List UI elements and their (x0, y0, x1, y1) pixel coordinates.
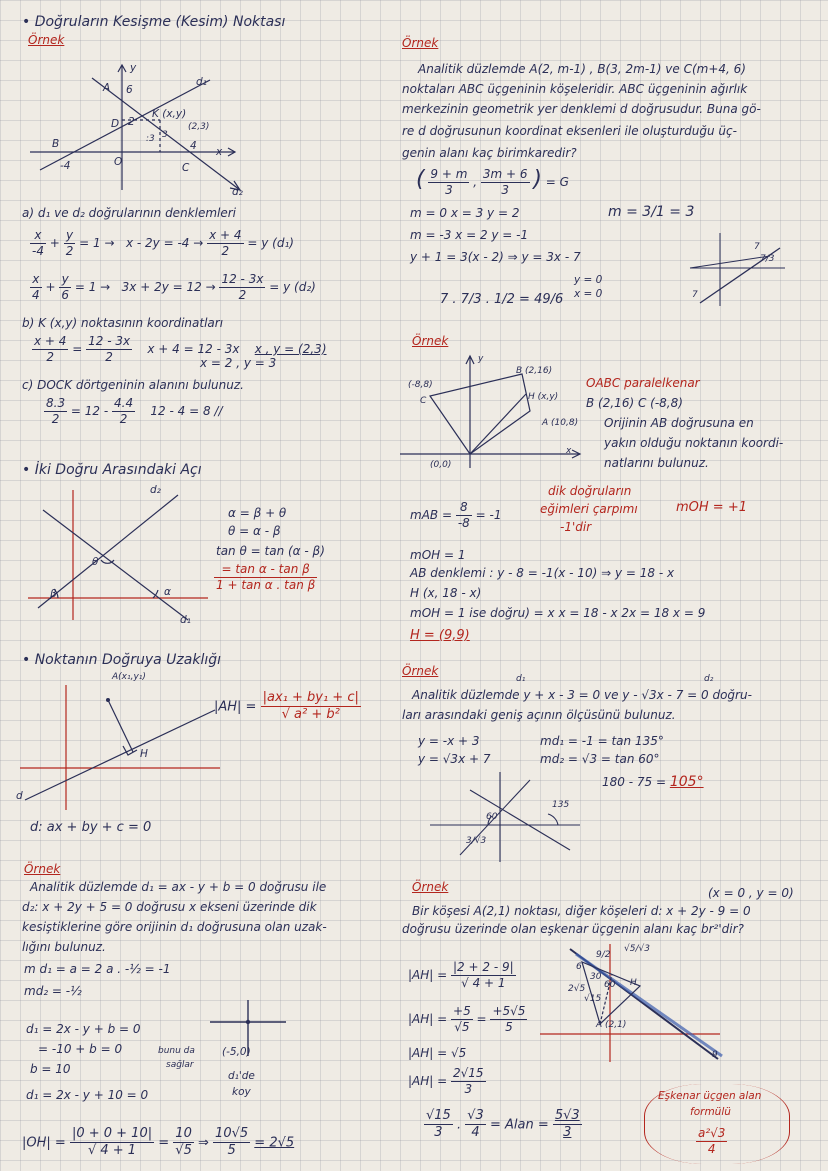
section-title-intersection: • Doğruların Kesişme (Kesim) Noktası (22, 14, 286, 30)
ex2-line1: mOH = 1 (410, 548, 466, 562)
ex3-m3 (602, 774, 704, 792)
frac-den: 4 (32, 288, 40, 302)
frac-num: √3 (465, 1108, 486, 1125)
tri-fig-s1: 9/2 (596, 950, 611, 960)
ex1-row1: m = 0 x = 3 y = 2 (410, 206, 520, 220)
ex2-line3: H (x, 18 - x) (410, 586, 482, 600)
frac-num: |0 + 0 + 10| (70, 1126, 154, 1143)
frac-num: y (59, 272, 71, 288)
frac-den: √ 4 + 1 (87, 1143, 137, 1159)
frac-num: x + 4 (209, 228, 242, 242)
part-a-line1 (30, 228, 294, 259)
ex4r-res3: |AH| = √5 (408, 1046, 467, 1060)
final-result: = 2√5 (254, 1135, 295, 1151)
equals: = 1 → (74, 280, 111, 294)
tri-fig-s5: √15 (584, 994, 602, 1004)
frac-num: 10√5 (213, 1126, 250, 1143)
angle-graph (28, 490, 218, 630)
ex1-row3: y + 1 = 3(x - 2) ⇒ y = 3x - 7 (410, 250, 581, 264)
fig1-label-point: (2,3) (188, 122, 210, 132)
ex1-line4: re d doğrusunun koordinat eksenleri ile oluşturduğu üç- (402, 124, 737, 138)
fig1-label-C: C (182, 162, 190, 174)
frac-den: 3 (563, 1125, 572, 1141)
tail: = y (d₁) (247, 236, 294, 250)
slope-frac: 3/1 (642, 204, 665, 220)
frac-den: 2 (221, 244, 230, 258)
angle-eq3: tan θ = tan (α - β) (216, 544, 325, 558)
middle: x - 2y = -4 → (125, 236, 204, 250)
formula-area (696, 1126, 727, 1157)
ex1-centroid: ( $\frac{9 + m}{3}$ , $\frac{3m + 6}{3}$ ) = G (416, 167, 569, 197)
tri-fig-A: A (2,1) (596, 1020, 627, 1030)
pg-fig-x: x (566, 446, 572, 456)
ex2-text2: B (2,16) C (-8,8) (586, 396, 683, 410)
ex1-line2: noktaları ABC üçgeninin köşeleridir. ABC üçgeninin ağırlık (402, 82, 748, 96)
distance-fig-A: A(x₁,y₁) (112, 672, 146, 682)
frac-den: 2 (51, 412, 60, 426)
ex1-system2: x = 0 (574, 288, 603, 300)
frac-num: 12 - 3x (88, 334, 131, 348)
ex1-line1: Analitik düzlemde A(2, m-1) , B(3, 2m-1) ve C(m+4, 6) (418, 62, 746, 76)
slope-label: m = (608, 204, 638, 220)
frac-num: +5 (453, 1004, 471, 1018)
middle: 3x + 2y = 12 → (121, 280, 216, 294)
part-b-title: b) K (x,y) noktasının koordinatları (22, 316, 224, 330)
ex3-d1-label: d₁ (516, 674, 526, 684)
ex1-slope (608, 204, 694, 222)
distance-fig-d: d (16, 790, 23, 802)
ex4r-condition: (x = 0 , y = 0) (708, 886, 794, 900)
result: 8 // (202, 404, 223, 418)
ah-label: |AH| = (408, 1012, 448, 1026)
plus: + (45, 280, 56, 294)
frac-num: 12 - 3x (221, 272, 264, 286)
ex4-line4: lığını bulunuz. (22, 940, 106, 954)
part-b-line2: x = 2 , y = 3 (200, 356, 277, 370)
ex4-result (22, 1126, 294, 1160)
ex3-line1: Analitik düzlemde y + x - 3 = 0 ve y - √3x - 7 = 0 doğru- (412, 688, 752, 702)
ah-label: |AH| = (408, 1074, 448, 1088)
ex4-line5: m d₁ = a = 2 a . -½ = -1 (24, 962, 171, 976)
frac-den: -8 (457, 516, 470, 530)
distance-formula (214, 690, 361, 724)
ex4r-res4 (408, 1066, 486, 1097)
frac-den: 2 (238, 288, 247, 302)
ex4r-triangle-graph (540, 944, 730, 1064)
frac-num: 9 + m (430, 167, 468, 181)
fig1-label-x: x (216, 146, 223, 158)
fig1-label-A: A (103, 82, 111, 94)
ex4r-line2: doğrusu üzerinde olan eşkenar üçgenin alanı kaç br²'dir? (402, 922, 744, 936)
ex1-small-graph (690, 228, 790, 308)
ex4r-final: $\frac{√15}{3}$ . $\frac{√3}{4}$ = Alan = $\frac{5√3}{3}$ (426, 1108, 580, 1141)
mab-label: mAB = (410, 508, 452, 522)
ex2-text4: yakın olduğu noktanın koordi- (604, 436, 784, 450)
angle-fig-alpha: α (164, 586, 171, 598)
frac-num: x (30, 228, 46, 244)
angle-fig-beta: β (50, 588, 57, 600)
fig1-label-minus4: -4 (60, 160, 71, 172)
frac-den: 3 (434, 1125, 443, 1141)
ex3-m1: md₁ = -1 = tan 135° (540, 734, 664, 748)
equals: = (476, 1012, 487, 1026)
ex4-line9: b = 10 (30, 1062, 71, 1076)
frac-den: 3 (464, 1082, 473, 1096)
example-label: Örnek (412, 334, 449, 348)
part-c-title: c) DOCK dörtgeninin alanını bulunuz. (22, 378, 244, 392)
ex3-answer: 105° (669, 774, 704, 790)
frac-den: 4 (471, 1125, 480, 1141)
ex2-text3: Orijinin AB doğrusuna en (604, 416, 754, 430)
tri-fig-9: 9 (712, 1050, 718, 1060)
ex2-bracket2: eğimleri çarpımı (540, 502, 638, 516)
frac-num: 3m + 6 (482, 167, 528, 181)
ex4r-res1 (408, 960, 516, 991)
ex4-line1: Analitik düzlemde d₁ = ax - y + b = 0 doğrusu ile (30, 880, 327, 894)
frac-num: 8.3 (46, 396, 66, 410)
fig1-label-d1: d₁ (196, 76, 207, 88)
frac-num: 10 (173, 1126, 194, 1143)
ex1-graph-7b: 7 (692, 290, 698, 300)
ex3-angle135: 135 (552, 800, 570, 810)
ex4-point-note: d₁'de (228, 1070, 255, 1082)
ex3-graph (430, 770, 590, 865)
ex2-moh: mOH = +1 (676, 500, 747, 515)
middle: x + 4 = 12 - 3x (147, 342, 240, 356)
mab-result: = -1 (475, 508, 502, 522)
tri-fig-s3: 6 (576, 962, 582, 972)
ex2-slope-ab (410, 500, 501, 531)
distance-fig-H: H (140, 748, 148, 760)
tri-fig-s2: √5/√3 (624, 944, 650, 954)
equals: = 1 → (79, 236, 115, 250)
fig1-label-two: 2 (128, 116, 135, 128)
tri-fig-s4: 2√5 (568, 984, 586, 994)
frac-den: 2 (119, 412, 128, 426)
equals: = (72, 342, 83, 356)
frac-num: x (30, 272, 42, 288)
ex4-note2: sağlar (166, 1060, 194, 1070)
angle-fig-theta: θ (92, 556, 99, 568)
example-label: Örnek (28, 33, 65, 47)
frac-den: 5 (505, 1020, 513, 1034)
ex2-line5: H = (9,9) (410, 628, 470, 643)
ex1-graph-73: 7/3 (760, 254, 775, 264)
ex1-system1: y = 0 (574, 274, 603, 286)
frac-num: = tan α - tan β (214, 562, 317, 578)
frac-num: 5√3 (553, 1108, 582, 1125)
slope-result: = 3 (669, 204, 695, 220)
ex4-note1: bunu da (158, 1046, 195, 1056)
formula-subtitle: formülü (690, 1106, 731, 1118)
angle-eq2: θ = α - β (228, 524, 281, 538)
pg-fig-A: A (10,8) (542, 418, 579, 428)
pg-fig-C: C (420, 396, 427, 406)
fig1-label-d2: d₂ (232, 186, 243, 198)
middle: 12 - 4 = (150, 404, 200, 418)
frac-den: -4 (32, 244, 44, 258)
fig1-label-O: O (114, 156, 123, 168)
angle-eq1: α = β + θ (228, 506, 287, 520)
example-label: Örnek (402, 36, 439, 50)
plus: + (49, 236, 60, 250)
frac-den: 6 (61, 288, 69, 302)
frac-num: x + 4 (34, 334, 67, 348)
example-label: Örnek (24, 862, 61, 876)
part-b-line1 (32, 334, 327, 365)
equals: = 12 - (70, 404, 109, 418)
ex3-row2: y = √3x + 7 (418, 752, 491, 766)
ex4-line6: md₂ = -½ (24, 984, 82, 998)
frac-den: √ a² + b² (281, 707, 340, 723)
part-c-line1 (44, 396, 223, 427)
frac-den: 2 (46, 350, 55, 364)
frac-den: 3 (445, 183, 453, 197)
g-label: = G (545, 175, 569, 189)
tri-fig-H: H (630, 978, 637, 988)
ex4-line10: d₁ = 2x - y + 10 = 0 (26, 1088, 149, 1102)
ex1-line3: merkezinin geometrik yer denklemi d doğrusudur. Buna gö- (402, 102, 761, 116)
ex3-row1: y = -x + 3 (418, 734, 480, 748)
equals: = (158, 1135, 170, 1151)
ex3-m2: md₂ = √3 = tan 60° (540, 752, 660, 766)
pg-fig-O: (0,0) (430, 460, 452, 470)
ex1-line5: genin alanı kaç birimkaredir? (402, 146, 577, 160)
arrow: ⇒ (198, 1135, 209, 1151)
example-label: Örnek (402, 664, 439, 678)
ex4-point: (-5,0) (222, 1046, 251, 1058)
ah-label: |AH| = (408, 968, 448, 982)
ex3-angle60: 60 (486, 812, 498, 822)
ex1-area: 7 . 7/3 . 1/2 = 49/6 (440, 292, 564, 307)
line-equation: d: ax + by + c = 0 (30, 820, 152, 835)
pg-fig-y: y (478, 354, 484, 364)
ex1-graph-7: 7 (754, 242, 760, 252)
ex2-text1: OABC paralelkenar (586, 376, 700, 390)
frac-den: 2 (65, 244, 74, 258)
ex4-point-note2: koy (232, 1086, 251, 1098)
part-a-title: a) d₁ ve d₂ doğrularının denklemleri (22, 206, 237, 220)
pg-fig-Cpt: (-8,8) (408, 380, 433, 390)
area-label: = Alan = (489, 1117, 549, 1133)
frac-num: a²√3 (698, 1126, 726, 1140)
angle-fig-d1: d₁ (180, 614, 191, 626)
pg-fig-H: H (x,y) (528, 392, 559, 402)
ex4-line8: = -10 + b = 0 (38, 1042, 123, 1056)
ex3-frac: 3/√3 (466, 836, 487, 846)
frac-num: y (64, 228, 76, 244)
distance-graph (20, 680, 230, 815)
ex4r-res2 (408, 1004, 527, 1035)
fig1-label-three2: 3 (162, 130, 168, 140)
frac-den: 2 (105, 350, 113, 364)
section-title-distance: • Noktanın Doğruya Uzaklığı (22, 652, 222, 668)
ex4-line3: kesiştiklerine göre orijinin d₁ doğrusuna olan uzak- (22, 920, 327, 934)
fig1-label-y: y (130, 62, 137, 74)
frac-num: |2 + 2 - 9| (453, 960, 514, 974)
ex3-d2-label: d₂ (704, 674, 714, 684)
ex2-line2: AB denklemi : y - 8 = -1(x - 10) ⇒ y = 18 - x (410, 566, 675, 580)
frac-den: 1 + tan α . tan β (216, 578, 316, 592)
ex4r-line1: Bir köşesi A(2,1) noktası, diğer köşeleri d: x + 2y - 9 = 0 (412, 904, 751, 918)
frac-num: √15 (424, 1108, 453, 1125)
fig1-label-six: 6 (126, 84, 133, 96)
ex4-line7: d₁ = 2x - y + b = 0 (26, 1022, 141, 1036)
parallelogram-graph (400, 356, 590, 471)
angle-fig-d2: d₂ (150, 484, 161, 496)
frac-den: 4 (707, 1142, 716, 1156)
formula-label: |AH| = (214, 699, 257, 715)
tri-fig-30: 30 (590, 972, 602, 982)
angle-eq4 (214, 562, 317, 593)
ex2-bracket1: dik doğruların (548, 484, 632, 498)
tail: = y (d₂) (269, 280, 316, 294)
pg-fig-B: B (2,16) (516, 366, 553, 376)
ex4-small-axes (210, 1000, 290, 1060)
ex1-row2: m = -3 x = 2 y = -1 (410, 228, 529, 242)
frac-num: 8 (456, 500, 472, 516)
ex2-text5: natlarını bulunuz. (604, 456, 709, 470)
frac-num: |ax₁ + by₁ + c| (261, 690, 361, 707)
tri-fig-60: 60 (604, 980, 616, 990)
frac-den: √5 (454, 1020, 470, 1034)
section-title-angle: • İki Doğru Arasındaki Açı (22, 462, 202, 478)
example-label: Örnek (412, 880, 449, 894)
frac-den: √ 4 + 1 (461, 976, 506, 990)
frac-den: √5 (175, 1143, 192, 1159)
ex2-line4: mOH = 1 ise doğru) = x x = 18 - x 2x = 18 x = 9 (410, 606, 706, 620)
fig1-label-D: D (111, 118, 120, 130)
frac-den: 5 (227, 1143, 236, 1159)
ex4-line2: d₂: x + 2y + 5 = 0 doğrusu x ekseni üzerinde dik (22, 900, 317, 914)
frac-num: +5√5 (492, 1004, 526, 1018)
formula-title: Eşkenar üçgen alan (658, 1090, 762, 1102)
frac-num: 4.4 (114, 396, 134, 410)
fig1-label-K: K (x,y) (152, 108, 187, 120)
ex2-bracket3: -1'dir (560, 520, 592, 534)
ex3-line2: ları arasındaki geniş açının ölçüsünü bulunuz. (402, 708, 676, 722)
frac-num: 2√15 (453, 1066, 484, 1080)
part-a-line2 (30, 272, 316, 303)
fig1-label-three: :3 (146, 134, 155, 144)
fig1-label-B: B (52, 138, 60, 150)
intersection-graph (30, 60, 260, 200)
frac-den: 3 (501, 183, 510, 197)
result-label: |OH| = (22, 1135, 66, 1151)
ex3-m3-calc: 180 - 75 = (602, 775, 667, 789)
fig1-label-four: 4 (190, 140, 197, 152)
result: x , y = (2,3) (254, 342, 327, 356)
